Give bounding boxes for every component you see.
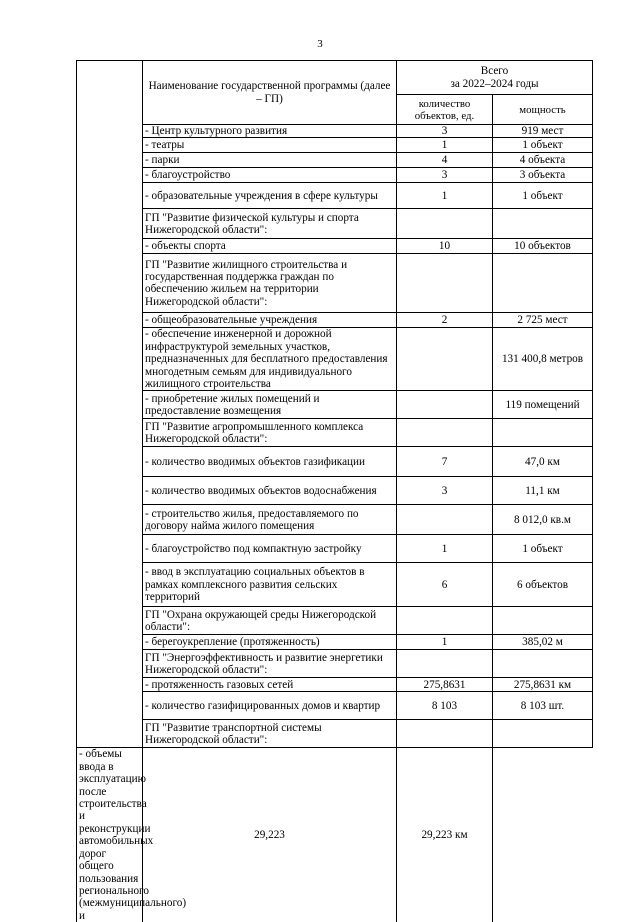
row-name: - театры — [143, 138, 397, 153]
row-name: - берегоукрепление (протяженность) — [143, 635, 397, 650]
row-name: - объемы ввода в эксплуатацию после строительства и реконструкции автомобильных дорог общего пользования регионального (межмуниципального) и — [77, 748, 143, 922]
programs-table — [76, 60, 593, 922]
row-count — [397, 254, 493, 313]
header-count: количество объектов, ед. — [397, 95, 493, 125]
row-capacity: 919 мест — [493, 125, 593, 138]
margin-column — [77, 61, 143, 748]
table-row — [77, 692, 593, 720]
row-capacity — [493, 209, 593, 239]
row-count: 1 — [397, 138, 493, 153]
row-capacity: 1 объект — [493, 535, 593, 563]
table-row — [77, 328, 593, 391]
row-capacity: 1 объект — [493, 138, 593, 153]
row-capacity: 11,1 км — [493, 477, 593, 505]
table-row — [77, 477, 593, 505]
table-row — [77, 720, 593, 748]
row-count — [397, 607, 493, 635]
row-count — [397, 328, 493, 391]
table-row — [77, 138, 593, 153]
row-name: ГП "Энергоэффективность и развитие энергетики Нижегородской области": — [143, 650, 397, 678]
header-total — [397, 61, 593, 95]
table-row — [77, 168, 593, 183]
header-capacity: мощность — [493, 95, 593, 125]
row-count — [397, 209, 493, 239]
row-name: - количество газифицированных домов и квартир — [143, 692, 397, 720]
table-row — [77, 650, 593, 678]
table-row — [77, 391, 593, 419]
row-count — [397, 419, 493, 447]
table-row — [77, 563, 593, 607]
row-name: - протяженность газовых сетей — [143, 678, 397, 692]
row-count: 3 — [397, 477, 493, 505]
row-name: - благоустройство под компактную застройку — [143, 535, 397, 563]
table-row — [77, 535, 593, 563]
row-name: - Центр культурного развития — [143, 125, 397, 138]
row-count: 2 — [397, 313, 493, 328]
header-row-top — [77, 61, 593, 95]
row-count: 7 — [397, 447, 493, 477]
row-count — [397, 650, 493, 678]
row-count: 6 — [397, 563, 493, 607]
row-name: - объекты спорта — [143, 239, 397, 254]
row-capacity: 275,8631 км — [493, 678, 593, 692]
row-capacity: 29,223 км — [397, 748, 493, 922]
row-name: - парки — [143, 153, 397, 168]
row-capacity — [493, 254, 593, 313]
table-row — [77, 209, 593, 239]
header-total-line2: за 2022–2024 годы — [450, 77, 539, 90]
row-capacity — [493, 419, 593, 447]
table-row — [77, 125, 593, 138]
row-count: 275,8631 — [397, 678, 493, 692]
row-count: 29,223 — [143, 748, 397, 922]
header-total-line1: Всего — [480, 65, 509, 78]
row-count — [397, 720, 493, 748]
row-name: ГП "Развитие агропромышленного комплекса Нижегородской области": — [143, 419, 397, 447]
row-name: - строительство жилья, предоставляемого по договору найма жилого помещения — [143, 505, 397, 535]
row-name: - количество вводимых объектов газификации — [143, 447, 397, 477]
row-capacity: 6 объектов — [493, 563, 593, 607]
table-row — [77, 635, 593, 650]
table-row — [77, 678, 593, 692]
row-name: - количество вводимых объектов водоснабжения — [143, 477, 397, 505]
row-count: 1 — [397, 535, 493, 563]
row-capacity: 131 400,8 метров — [493, 328, 593, 391]
table-row — [77, 419, 593, 447]
table-row — [77, 254, 593, 313]
row-count: 1 — [397, 183, 493, 209]
row-capacity: 119 помещений — [493, 391, 593, 419]
row-count: 4 — [397, 153, 493, 168]
row-name: - ввод в эксплуатацию социальных объектов в рамках комплексного развития сельских территорий — [143, 563, 397, 607]
row-name: - образовательные учреждения в сфере культуры — [143, 183, 397, 209]
header-program-name: Наименование государственной программы (далее – ГП) — [143, 61, 397, 125]
row-capacity: 385,02 м — [493, 635, 593, 650]
table-row — [77, 748, 593, 922]
row-capacity: 4 объекта — [493, 153, 593, 168]
row-name: ГП "Развитие жилищного строительства и государственная поддержка граждан по обеспечению жильем на территории Нижегородской области": — [143, 254, 397, 313]
table-row — [77, 313, 593, 328]
row-name: - благоустройство — [143, 168, 397, 183]
row-count — [397, 505, 493, 535]
row-name: ГП "Развитие транспортной системы Нижегородской области": — [143, 720, 397, 748]
page-number: 3 — [317, 38, 323, 50]
row-name: - обеспечение инженерной и дорожной инфраструктурой земельных участков, предназначенных для бесплатного предоставления многодетным семьям для индивидуального жилищного строительства — [143, 328, 397, 391]
row-capacity — [493, 607, 593, 635]
row-count: 10 — [397, 239, 493, 254]
table-row — [77, 505, 593, 535]
row-name: ГП "Охрана окружающей среды Нижегородской области": — [143, 607, 397, 635]
row-count: 3 — [397, 125, 493, 138]
row-capacity: 8 012,0 кв.м — [493, 505, 593, 535]
table-row — [77, 607, 593, 635]
row-capacity: 1 объект — [493, 183, 593, 209]
row-name: - приобретение жилых помещений и предоставление возмещения — [143, 391, 397, 419]
row-name: ГП "Развитие физической культуры и спорта Нижегородской области": — [143, 209, 397, 239]
row-capacity: 10 объектов — [493, 239, 593, 254]
row-count — [397, 391, 493, 419]
table-row — [77, 447, 593, 477]
row-count: 3 — [397, 168, 493, 183]
table-row — [77, 183, 593, 209]
row-capacity: 8 103 шт. — [493, 692, 593, 720]
row-capacity: 47,0 км — [493, 447, 593, 477]
row-capacity — [493, 720, 593, 748]
row-capacity: 2 725 мест — [493, 313, 593, 328]
row-count: 1 — [397, 635, 493, 650]
row-capacity: 3 объекта — [493, 168, 593, 183]
table-row — [77, 239, 593, 254]
row-capacity — [493, 650, 593, 678]
row-count: 8 103 — [397, 692, 493, 720]
table-row — [77, 153, 593, 168]
row-name: - общеобразовательные учреждения — [143, 313, 397, 328]
